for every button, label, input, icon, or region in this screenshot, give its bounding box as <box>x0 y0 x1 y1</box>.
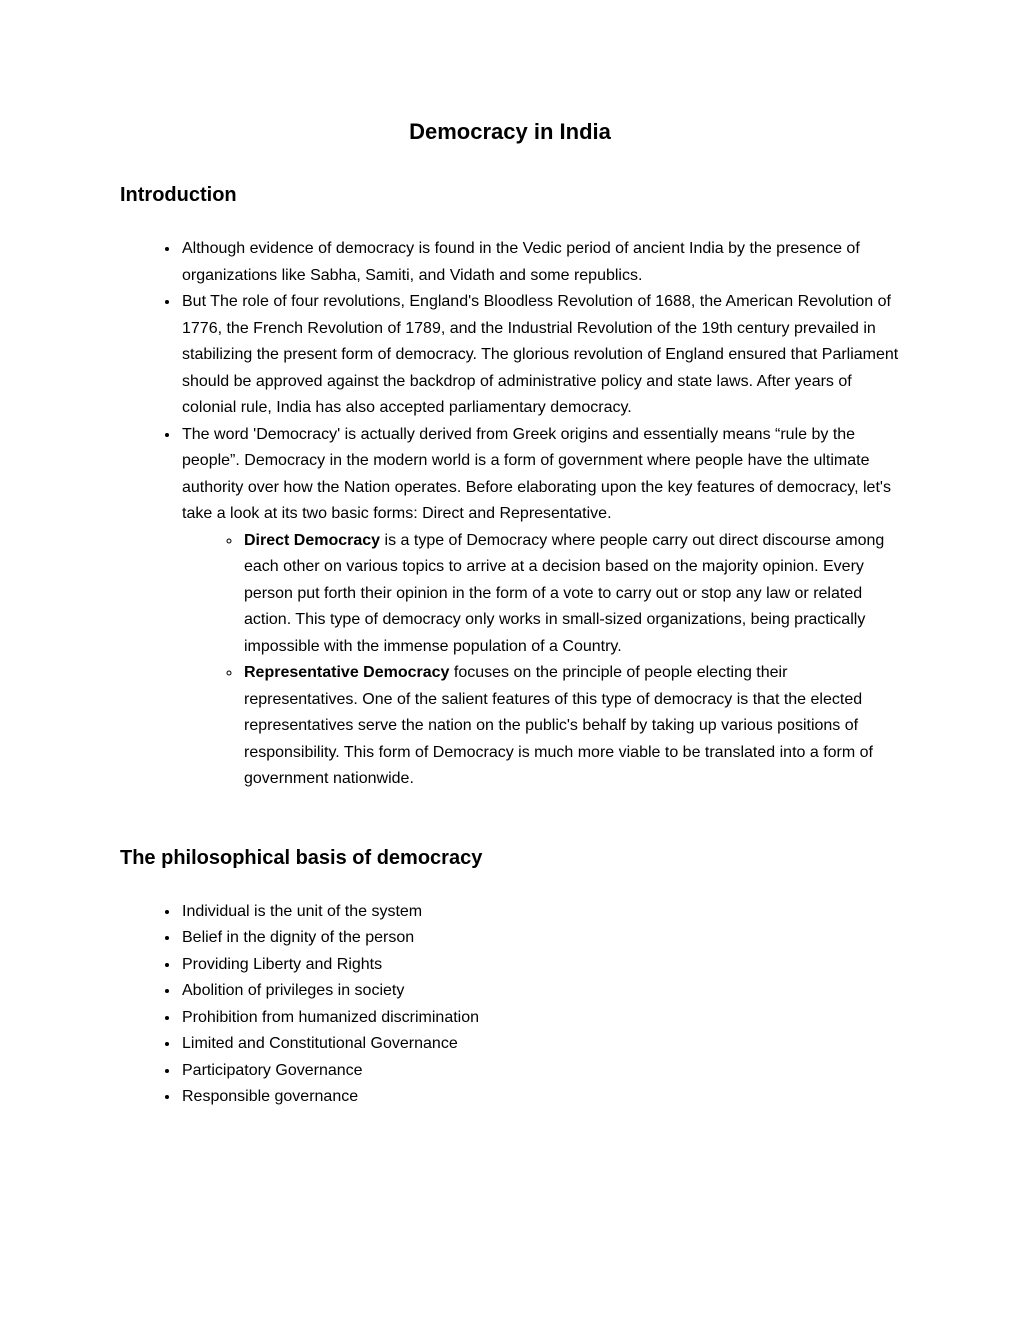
bullet-text: Prohibition from humanized discrimination <box>182 1008 480 1026</box>
bullet-item <box>180 1005 900 1032</box>
bullet-text: Participatory Governance <box>182 1061 363 1079</box>
philosophy-bullet-list <box>120 899 900 1111</box>
bullet-item <box>180 422 900 793</box>
bullet-item <box>180 952 900 979</box>
sub-bullet-text: is a type of Democracy where people carry out direct discourse among each other on various topics to arrive at a decision based on the majority opinion. Every person put forth their opinion in the form of a vote to carry out or stop any law or related action. This type of democracy only works in small-sized organizations, being practically impossible with the immense population of a Country. <box>244 531 885 655</box>
democracy-types-sublist <box>182 528 900 793</box>
bullet-text: Although evidence of democracy is found in the Vedic period of ancient India by the presence of organizations like Sabha, Samiti, and Vidath and some republics. <box>182 240 860 284</box>
bullet-item <box>180 925 900 952</box>
term-representative-democracy: Representative Democracy <box>244 664 450 681</box>
bullet-text: Providing Liberty and Rights <box>182 955 383 973</box>
bullet-item <box>180 1058 900 1085</box>
bullet-item <box>180 978 900 1005</box>
sub-bullet-item <box>242 660 900 793</box>
sub-bullet-item <box>242 528 900 661</box>
bullet-text: Limited and Constitutional Governance <box>182 1035 458 1052</box>
bullet-text: Responsible governance <box>182 1088 359 1105</box>
sub-bullet-text: focuses on the principle of people electing their representatives. One of the salient features of this type of democracy is that the elected representatives serve the nation on the public's behalf by taking up various positions of responsibility. This form of Democracy is much more viable to be translated into a form of government nationwide. <box>244 664 873 787</box>
introduction-bullet-list <box>120 236 900 793</box>
section-heading-introduction: Introduction <box>120 184 237 206</box>
bullet-item <box>180 236 900 289</box>
term-direct-democracy: Direct Democracy <box>244 531 381 549</box>
bullet-item <box>180 1084 900 1111</box>
bullet-text: But The role of four revolutions, England's Bloodless Revolution of 1688, the American Revolution of 1776, the French Revolution of 1789, and the Industrial Revolution of the 19th century prevailed in stabilizing the present form of democracy. The glorious revolution of England ensured that Parliament should be approved against the backdrop of administrative policy and state laws. After years of colonial rule, India has also accepted parliamentary democracy. <box>182 293 899 416</box>
bullet-item <box>180 1031 900 1058</box>
bullet-text: Individual is the unit of the system <box>182 902 423 920</box>
bullet-text: Abolition of privileges in society <box>182 982 405 999</box>
bullet-text: Belief in the dignity of the person <box>182 929 415 946</box>
bullet-text: The word 'Democracy' is actually derived from Greek origins and essentially means “rule by the people”. Democracy in the modern world is a form of government where people have the ultimate authority over how the Nation operates. Before elaborating upon the key features of democracy, let's take a look at its two basic forms: Direct and Representative. <box>182 425 891 522</box>
bullet-item <box>180 899 900 926</box>
bullet-item <box>180 289 900 422</box>
document-title: Democracy in India <box>409 119 611 144</box>
section-heading-philosophical-basis: The philosophical basis of democracy <box>120 846 483 869</box>
